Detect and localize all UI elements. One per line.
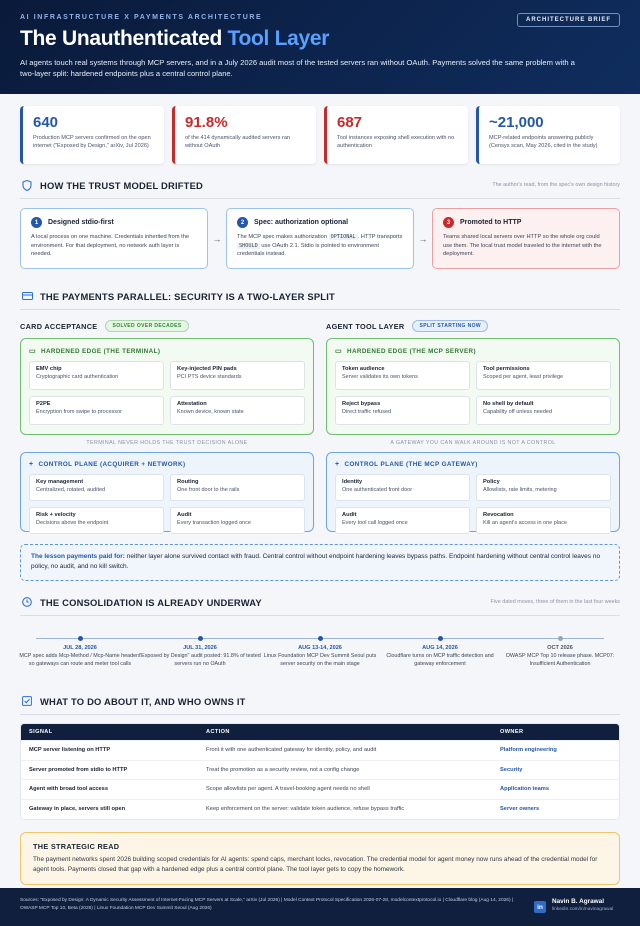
arrow-right-icon: → (212, 233, 222, 244)
clock-icon (20, 596, 34, 608)
lesson-callout (20, 544, 620, 581)
table-row: Gateway in place, servers still open Keep enforcement on the server: validate token audience, refuse bypass traffic Server owners (29, 806, 540, 813)
step-number: 1 (31, 217, 42, 228)
timeline-dot (318, 636, 323, 641)
control-plane-box (326, 452, 620, 532)
shield-icon (20, 179, 34, 191)
author-name: Navin B. Agrawal (552, 898, 604, 905)
timeline-dot (558, 636, 563, 641)
timeline-event: AUG 13-14, 2026 Linux Foundation MCP Dev Summit Seoul puts server security on the main stage (258, 624, 382, 668)
feature-cell: Audit Every tool call logged once (335, 507, 470, 534)
section-note: The author's read, from the spec's own design history (492, 182, 620, 188)
stats-row (0, 94, 640, 164)
table-row: MCP server listening on HTTP Front it with one authenticated gateway for identity, policy, and audit Platform engineering (21, 741, 619, 761)
box-title: HARDENED EDGE (THE TERMINAL) (41, 347, 161, 355)
table-header: SIGNAL ACTION OWNER (21, 724, 619, 741)
timeline-event: AUG 14, 2026 Cloudflare turns on MCP traffic detection and gateway enforcement (378, 624, 502, 668)
feature-cell: Token audience Server validates its own tokens (335, 361, 470, 390)
box-title: CONTROL PLANE (ACQUIRER + NETWORK) (38, 461, 186, 468)
section-drift-header (0, 178, 640, 192)
drift-steps (0, 199, 640, 269)
layer-caption: A GATEWAY YOU CAN WALK AROUND IS NOT A CONTROL (390, 440, 556, 446)
stat-caption: MCP-related endpoints answering publicly (Censys scan, May 2026, cited in the study) (489, 135, 598, 149)
step-text: A local process on one machine. Credentials inherited from the environment. For that deployment, no network auth layer is needed. (31, 234, 190, 257)
table-row: Server promoted from stdio to HTTP Treat the promotion as a security review, not a config change Security (21, 761, 619, 781)
title-accent: Tool Layer (227, 27, 330, 50)
strategic-read-callout (20, 832, 620, 885)
status-pill: SOLVED OVER DECADES (105, 320, 188, 332)
section-title: HOW THE TRUST MODEL DRIFTED (40, 179, 204, 191)
box-title: HARDENED EDGE (THE MCP SERVER) (347, 347, 476, 355)
page-title (20, 27, 620, 51)
section-actions-header (0, 694, 640, 708)
feature-cell: P2PE Encryption from swipe to processor (29, 396, 164, 425)
feature-cell: Routing One front door to the rails (170, 474, 305, 501)
drift-step (432, 208, 620, 269)
feature-cell: Audit Every transaction logged once (170, 507, 305, 534)
checkbox-icon (20, 695, 34, 707)
server-icon: ▭ (335, 348, 343, 355)
step-number: 3 (443, 217, 454, 228)
hero-header (0, 0, 640, 94)
layer-caption: TERMINAL NEVER HOLDS THE TRUST DECISION ALONE (86, 440, 248, 446)
code-optional: OPTIONAL (330, 234, 356, 240)
stat-card (172, 106, 316, 164)
architecture-brief-badge: ARCHITECTURE BRIEF (517, 13, 620, 27)
plus-icon: + (335, 461, 340, 468)
table-row: Agent with broad tool access Scope allowlists per agent. A travel-booking agent needs no shell Application teams (21, 780, 619, 800)
feature-cell: Tool permissions Scoped per agent, least privilege (476, 361, 611, 390)
step-title: Designed stdio-first (48, 219, 114, 226)
callout-title: THE STRATEGIC READ (33, 842, 120, 851)
hardened-edge-box (20, 338, 314, 435)
timeline (20, 624, 620, 682)
author-link[interactable]: linkedin.com/in/navinagrawal (552, 907, 614, 912)
feature-cell: Policy Allowlists, rate limits, metering (476, 474, 611, 501)
linkedin-icon[interactable]: in (534, 901, 546, 913)
section-title: WHAT TO DO ABOUT IT, AND WHO OWNS IT (40, 695, 246, 707)
drift-step (20, 208, 208, 269)
timeline-dot (78, 636, 83, 641)
stat-card (20, 106, 164, 164)
lesson-text: neither layer alone survived contact with fraud. Central control without endpoint hardening leaves bypass paths. Endpoint hardening without central control leaves no policy, no audit, and no kill switch. (31, 553, 601, 570)
hardened-edge-box (326, 338, 620, 435)
title-main: The Unauthenticated (20, 27, 228, 50)
timeline-event: JUL 28, 2026 MCP spec adds Mcp-Method / Mcp-Name headers so gateways can route and meter tool calls (18, 624, 142, 668)
divider (20, 714, 620, 715)
step-title: Spec: authorization optional (254, 219, 349, 226)
stat-value: 687 (337, 114, 363, 131)
author-block (552, 898, 613, 912)
timeline-dot (438, 636, 443, 641)
feature-cell: Identity One authenticated front door (335, 474, 470, 501)
sources: Sources: "Exposed by Design: A Dynamic Security Assessment of Internet-Facing MCP Servers at Scale," arXiv (Jul 2026) | Model Context Protocol Specification 2026-07-28, modelcontextprotocol.io | Cloudflare blog (Aug 14, 2026) | OWASP MCP Top 10, Beta (2026) | Linux Foundation MCP Dev Summit Seoul (Aug 2026) (20, 898, 514, 911)
feature-cell: Revocation Kill an agent's access in one place (476, 507, 611, 534)
step-text: The MCP spec makes authorization OPTIONAL . HTTP transports SHOULD use OAuth 2.1. Stdio is pointed to environment credentials instead. (237, 234, 403, 257)
section-consolidation-header (0, 595, 640, 609)
card-icon (20, 290, 34, 302)
card-acceptance-column (20, 320, 314, 532)
actions-table (20, 723, 620, 820)
footer (0, 888, 640, 926)
arrow-right-icon: → (418, 233, 428, 244)
stat-value: 91.8% (185, 114, 228, 131)
timeline-event: OCT 2026 OWASP MCP Top 10 release phase. MCP07: Insufficient Authentication (498, 624, 622, 668)
feature-cell: Key-injected PIN pads PCI PTS device standards (170, 361, 305, 390)
step-number: 2 (237, 217, 248, 228)
lesson-lead: The lesson payments paid for: (31, 553, 125, 560)
feature-cell: Risk + velocity Decisions above the endpoint (29, 507, 164, 534)
column-heading: CARD ACCEPTANCE (20, 321, 98, 331)
box-title: CONTROL PLANE (THE MCP GATEWAY) (344, 461, 478, 468)
divider (20, 615, 620, 616)
column-heading: AGENT TOOL LAYER (326, 321, 405, 331)
parallel-columns (0, 320, 640, 532)
step-text: Teams shared local servers over HTTP so the whole org could use them. The local trust model traveled to the internet with the deployment. (443, 234, 602, 257)
section-title: THE CONSOLIDATION IS ALREADY UNDERWAY (40, 596, 262, 608)
feature-cell: Attestation Known device, known state (170, 396, 305, 425)
stat-card (324, 106, 468, 164)
lede: AI agents touch real systems through MCP servers, and in a July 2026 audit most of the tested servers ran without OAuth. Payments solved the same problem with a two-layer split: hardened endpoints plus a central control plane. (20, 58, 575, 78)
stat-caption: of the 414 dynamically audited servers ran without OAuth (185, 135, 291, 149)
stat-value: ~21,000 (489, 114, 544, 131)
kicker: AI INFRASTRUCTURE X PAYMENTS ARCHITECTURE (20, 14, 263, 21)
divider (20, 309, 620, 310)
agent-tool-column (326, 320, 620, 532)
plus-icon: + (29, 461, 34, 468)
feature-cell: No shell by default Capability off unless needed (476, 396, 611, 425)
callout-text: The payment networks spent 2026 building scoped credentials for AI agents: spend caps, merchant locks, revocation. The credential model for agent money now runs ahead of the credential model for agent tools. Payments closed that gap with a hardened edge plus a central control plane. The tool layer gets to copy the homework. (33, 856, 598, 873)
stat-value: 640 (33, 114, 59, 131)
section-parallel-header (0, 289, 640, 303)
timeline-event: JUL 31, 2026 "Exposed by Design" audit posted: 91.8% of tested servers run no OAuth (138, 624, 262, 668)
code-should: SHOULD (239, 242, 258, 249)
feature-cell: EMV chip Cryptographic card authentication (29, 361, 164, 390)
step-title: Promoted to HTTP (460, 219, 522, 226)
stat-card (476, 106, 620, 164)
drift-step (226, 208, 414, 269)
status-pill: SPLIT STARTING NOW (412, 320, 488, 332)
timeline-dot (198, 636, 203, 641)
section-note: Five dated moves, three of them in the last four weeks (490, 599, 620, 605)
stat-caption: Production MCP servers confirmed on the open internet ("Exposed by Design," arXiv, Jul 2026) (33, 135, 151, 149)
feature-cell: Key management Centralized, rotated, audited (29, 474, 164, 501)
control-plane-box (20, 452, 314, 532)
section-title: THE PAYMENTS PARALLEL: SECURITY IS A TWO-LAYER SPLIT (40, 290, 335, 302)
stat-caption: Tool instances exposing shell execution with no authentication (337, 135, 455, 149)
feature-cell: Reject bypass Direct traffic refused (335, 396, 470, 425)
terminal-icon: ▭ (29, 348, 37, 355)
